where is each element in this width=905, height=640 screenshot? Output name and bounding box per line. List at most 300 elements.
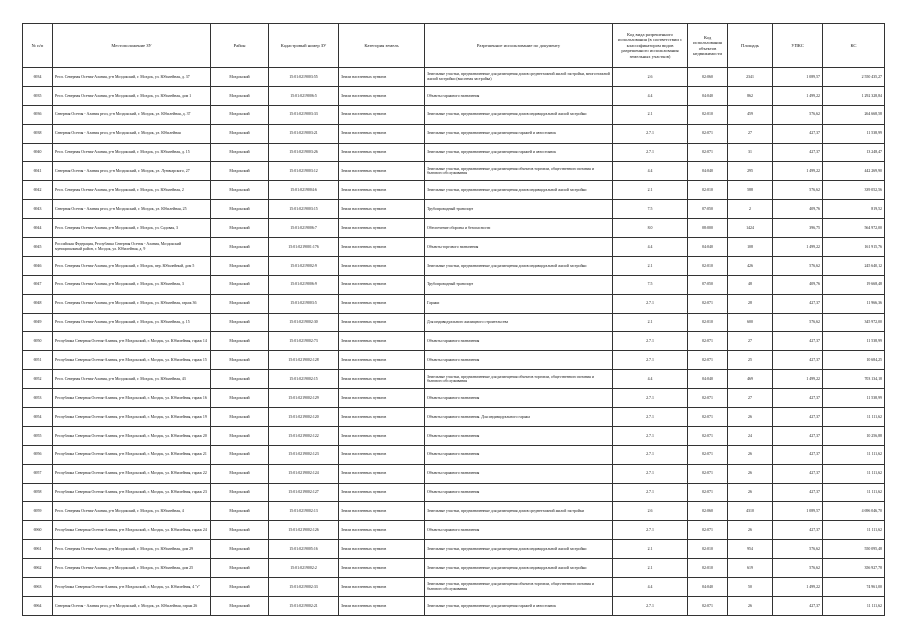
cell-ks: 2 550 435,27 [823, 68, 885, 87]
cell-object-code: 02:071 [688, 408, 728, 427]
cell-district: Моздокский [211, 540, 269, 559]
cell-number: 6951 [23, 351, 53, 370]
cell-cadastral-number: 15:01:0219006:5 [269, 86, 339, 105]
cell-cadastral-number: 15:01:0219006:7 [269, 219, 339, 238]
cell-upks: 427,37 [773, 294, 823, 313]
cell-use-code: 2.7.1 [613, 464, 688, 483]
cell-land-category: Земли населенных пунктов [339, 143, 425, 162]
cell-ks: 11 111,62 [823, 408, 885, 427]
cell-number: 6953 [23, 389, 53, 408]
cell-land-category: Земли населенных пунктов [339, 351, 425, 370]
cell-area: 1424 [728, 219, 773, 238]
cell-district: Моздокский [211, 256, 269, 275]
cell-land-category: Земли населенных пунктов [339, 464, 425, 483]
cell-object-code: 02:060 [688, 502, 728, 521]
cell-district: Моздокский [211, 445, 269, 464]
cell-district: Моздокский [211, 408, 269, 427]
cell-area: 2 [728, 200, 773, 219]
cell-number: 6948 [23, 294, 53, 313]
cell-area: 600 [728, 313, 773, 332]
cell-upks: 1 089,57 [773, 502, 823, 521]
cell-object-code: 02:010 [688, 313, 728, 332]
cell-upks: 576,62 [773, 540, 823, 559]
cell-use-code: 4.4 [613, 86, 688, 105]
cell-permitted-use: Земельные участки, предназначенные для размещения гаражей и автостоянок [425, 124, 613, 143]
cell-cadastral-number: 15:01:0219004:6 [269, 181, 339, 200]
header-row [23, 24, 885, 68]
header-use-code: Код вида разрешенного использования (в соответствии с классификатором видов разрешенного использования земельных участков) [613, 24, 688, 68]
cell-upks: 576,62 [773, 559, 823, 578]
cell-permitted-use: Объекты гаражного назначения [425, 351, 613, 370]
cell-district: Моздокский [211, 389, 269, 408]
cell-location: Респ. Северная Осетия-Алания, р-н Моздокский, г. Моздок, ул. Юбилейная, 43 [53, 370, 211, 389]
cell-use-code: 2.7.1 [613, 124, 688, 143]
cell-upks: 409,76 [773, 200, 823, 219]
cell-cadastral-number: 15:01:0219002:127 [269, 483, 339, 502]
cell-number: 6936 [23, 105, 53, 124]
table-row [23, 105, 885, 124]
cell-ks: 11 538,99 [823, 332, 885, 351]
cell-area: 862 [728, 86, 773, 105]
cell-location: Республика Северная Осетия-Алания, р-н Моздокский, г. Моздок, ул. Юбилейная, гараж 16 [53, 389, 211, 408]
cell-upks: 427,37 [773, 143, 823, 162]
cell-number: 6938 [23, 124, 53, 143]
cell-ks: 19 668,48 [823, 275, 885, 294]
cell-upks: 1 089,57 [773, 68, 823, 87]
cell-land-category: Земли населенных пунктов [339, 313, 425, 332]
cell-area: 426 [728, 256, 773, 275]
cell-object-code: 02:010 [688, 181, 728, 200]
cell-district: Моздокский [211, 332, 269, 351]
cell-number: 6961 [23, 540, 53, 559]
cell-number: 6958 [23, 483, 53, 502]
cell-ks: 11 111,62 [823, 483, 885, 502]
cell-ks: 11 111,62 [823, 596, 885, 615]
cell-permitted-use: Земельные участки, предназначенные для размещения гаражей и автостоянок [425, 143, 613, 162]
cell-ks: 11 966,36 [823, 294, 885, 313]
header-land-category: Категория земель [339, 24, 425, 68]
cell-area: 26 [728, 445, 773, 464]
cell-district: Моздокский [211, 294, 269, 313]
cell-upks: 1 499,22 [773, 238, 823, 257]
cell-upks: 427,37 [773, 389, 823, 408]
cell-area: 4310 [728, 502, 773, 521]
cell-cadastral-number: 15:01:0219003:55 [269, 68, 339, 87]
cell-land-category: Земли населенных пунктов [339, 219, 425, 238]
cell-district: Моздокский [211, 143, 269, 162]
cell-number: 6947 [23, 275, 53, 294]
cell-district: Моздокский [211, 162, 269, 181]
cell-use-code: 2.7.1 [613, 521, 688, 540]
cell-object-code: 02:071 [688, 483, 728, 502]
cell-district: Моздокский [211, 521, 269, 540]
table-row [23, 275, 885, 294]
cell-upks: 1 499,22 [773, 86, 823, 105]
cell-upks: 396,75 [773, 219, 823, 238]
cell-area: 27 [728, 124, 773, 143]
cell-cadastral-number: 15:01:0219002:9 [269, 256, 339, 275]
cell-ks: 442 269,90 [823, 162, 885, 181]
cell-district: Моздокский [211, 483, 269, 502]
cell-permitted-use: Объекты гаражного назначения [425, 426, 613, 445]
cell-area: 50 [728, 578, 773, 597]
cell-object-code: 07:050 [688, 200, 728, 219]
table-row [23, 578, 885, 597]
cell-use-code: 4.4 [613, 162, 688, 181]
cell-location: Респ. Северная Осетия-Алания, р-н Моздокский, г. Моздок, ул. Юбилейная, дом 29 [53, 540, 211, 559]
cell-location: Респ. Северная Осетия-Алания, р-н Моздокский, г. Моздок, ул. Юбилейная, дом 1 [53, 86, 211, 105]
cell-location: Северная Осетия - Алания респ, р-н Моздокский, г. Моздок, ул. Юбилейная, д. 37 [53, 105, 211, 124]
cell-permitted-use: Объекты гаражного назначения [425, 521, 613, 540]
table-row [23, 596, 885, 615]
cell-cadastral-number: 15:01:0219003:21 [269, 124, 339, 143]
cell-use-code: 2.7.1 [613, 389, 688, 408]
table-row [23, 483, 885, 502]
table-row [23, 502, 885, 521]
cell-location: Российская Федерация, Республика Северная Осетия - Алания, Моздокский муниципальный район, г. Моздок, ул. Юбилейная, д. 9 [53, 238, 211, 257]
cell-number: 6946 [23, 256, 53, 275]
cell-location: Республика Северная Осетия-Алания, р-н Моздокский, г. Моздок, ул. Юбилейная, гараж 24 [53, 521, 211, 540]
cell-number: 6940 [23, 143, 53, 162]
cell-area: 27 [728, 332, 773, 351]
cell-object-code: 02:071 [688, 596, 728, 615]
table-row [23, 464, 885, 483]
cell-district: Моздокский [211, 105, 269, 124]
cell-district: Моздокский [211, 596, 269, 615]
cell-area: 619 [728, 559, 773, 578]
cell-object-code: 02:071 [688, 445, 728, 464]
cell-object-code: 02:010 [688, 256, 728, 275]
cell-upks: 409,76 [773, 275, 823, 294]
cell-upks: 1 499,22 [773, 578, 823, 597]
cell-upks: 1 499,22 [773, 162, 823, 181]
cell-land-category: Земли населенных пунктов [339, 332, 425, 351]
cell-ks: 1 292 328,84 [823, 86, 885, 105]
cell-object-code: 02:071 [688, 464, 728, 483]
cell-cadastral-number: 15:01:0219003:33 [269, 105, 339, 124]
table-row [23, 68, 885, 87]
cell-ks: 550 095,48 [823, 540, 885, 559]
cell-upks: 427,37 [773, 124, 823, 143]
cell-number: 6960 [23, 521, 53, 540]
cell-cadastral-number: 15:01:0219002:120 [269, 408, 339, 427]
table-row [23, 181, 885, 200]
cell-object-code: 02:071 [688, 143, 728, 162]
cell-object-code: 04:040 [688, 238, 728, 257]
cell-permitted-use: Объекты гаражного назначения [425, 464, 613, 483]
table-row [23, 426, 885, 445]
cell-district: Моздокский [211, 426, 269, 445]
header-number: № п/п [23, 24, 53, 68]
cell-permitted-use: Объекты торгового назначения [425, 238, 613, 257]
cell-land-category: Земли населенных пунктов [339, 578, 425, 597]
cell-object-code: 02:071 [688, 521, 728, 540]
cell-ks: 10 256,88 [823, 426, 885, 445]
table-row [23, 521, 885, 540]
cell-area: 26 [728, 483, 773, 502]
cell-upks: 1 499,22 [773, 370, 823, 389]
cell-area: 954 [728, 540, 773, 559]
cell-location: Респ. Северная Осетия-Алания, р-н Моздокский, г. Моздок, ул. Юбилейная, д. 37 [53, 68, 211, 87]
cell-number: 6942 [23, 181, 53, 200]
cell-permitted-use: Земельные участки, предназначенные для размещения объектов торговли, общественного питания и бытового обслуживания [425, 370, 613, 389]
table-row [23, 86, 885, 105]
cell-district: Моздокский [211, 181, 269, 200]
table-row [23, 219, 885, 238]
cell-permitted-use: Земельные участки, предназначенные для размещения домов индивидуальной жилой застройки [425, 105, 613, 124]
cell-cadastral-number: 15:01:0219002:30 [269, 313, 339, 332]
cadastral-value-table [22, 23, 885, 616]
cell-permitted-use: Земельные участки, предназначенные для размещения домов среднеэтажной жилой застройки, многоэтажной жилой застройки (высотная застройка) [425, 68, 613, 87]
cell-location: Респ. Северная Осетия-Алания, р-н Моздокский, г. Моздок, пер. Юбилейный, дом 5 [53, 256, 211, 275]
cell-area: 24 [728, 426, 773, 445]
cell-location: Респ. Северная Осетия-Алания, р-н Моздокский, г. Моздок, ул. Юбилейная, гараж 36 [53, 294, 211, 313]
table-row [23, 200, 885, 219]
cell-district: Моздокский [211, 578, 269, 597]
cell-permitted-use: Объекты гаражного назначения [425, 389, 613, 408]
table-row [23, 408, 885, 427]
cell-location: Республика Северная Осетия-Алания, р-н Моздокский, г. Моздок, ул. Юбилейная, гараж 20 [53, 426, 211, 445]
cell-area: 108 [728, 238, 773, 257]
cell-object-code: 02:071 [688, 332, 728, 351]
cell-upks: 427,37 [773, 408, 823, 427]
table-row [23, 124, 885, 143]
header-cadastral-number: Кадастровый номер ЗУ [269, 24, 339, 68]
cell-cadastral-number: 15:01:0219002:21 [269, 596, 339, 615]
cell-cadastral-number: 15:01:0219005:16 [269, 540, 339, 559]
cell-land-category: Земли населенных пунктов [339, 389, 425, 408]
cell-district: Моздокский [211, 370, 269, 389]
cell-land-category: Земли населенных пунктов [339, 559, 425, 578]
cell-land-category: Земли населенных пунктов [339, 483, 425, 502]
cell-district: Моздокский [211, 68, 269, 87]
cell-district: Моздокский [211, 559, 269, 578]
cell-area: 459 [728, 105, 773, 124]
cell-land-category: Земли населенных пунктов [339, 200, 425, 219]
cell-land-category: Земли населенных пунктов [339, 86, 425, 105]
header-district: Район [211, 24, 269, 68]
cell-upks: 427,37 [773, 483, 823, 502]
cell-object-code: 04:040 [688, 162, 728, 181]
cell-use-code: 7.5 [613, 275, 688, 294]
header-location: Местоположение ЗУ [53, 24, 211, 68]
cell-permitted-use: Объекты гаражного назначения [425, 86, 613, 105]
cell-use-code: 2.7.1 [613, 426, 688, 445]
cell-use-code: 4.4 [613, 370, 688, 389]
cell-number: 6935 [23, 86, 53, 105]
cell-location: Республика Северная Осетия-Алания, р-н Моздокский, г. Моздок, ул. Юбилейная, гараж 19 [53, 408, 211, 427]
cell-district: Моздокский [211, 275, 269, 294]
header-upks: УПКС [773, 24, 823, 68]
cell-permitted-use: Трубопроводный транспорт [425, 200, 613, 219]
header-permitted-use: Разрешенное использование по документу [425, 24, 613, 68]
cell-permitted-use: Объекты гаражного назначения. Для индивидуального гаража [425, 408, 613, 427]
cell-upks: 427,37 [773, 521, 823, 540]
cell-permitted-use: Трубопроводный транспорт [425, 275, 613, 294]
cell-land-category: Земли населенных пунктов [339, 181, 425, 200]
cell-land-category: Земли населенных пунктов [339, 256, 425, 275]
cell-land-category: Земли населенных пунктов [339, 540, 425, 559]
cell-object-code: 02:010 [688, 540, 728, 559]
cell-object-code: 04:040 [688, 370, 728, 389]
table-row [23, 389, 885, 408]
cell-permitted-use: Земельные участки, предназначенные для размещения домов индивидуальной жилой застройки [425, 181, 613, 200]
cell-number: 6934 [23, 68, 53, 87]
cell-ks: 10 684,25 [823, 351, 885, 370]
cell-number: 6954 [23, 408, 53, 427]
cell-location: Респ. Северная Осетия-Алания, р-н Моздокский, г. Моздок, ул. Юбилейная, д. 15 [53, 313, 211, 332]
cell-upks: 427,37 [773, 351, 823, 370]
cell-cadastral-number: 15:01:0219002:73 [269, 332, 339, 351]
header-object-code: Код использования объектов недвижимости [688, 24, 728, 68]
cell-number: 6945 [23, 238, 53, 257]
cell-number: 6949 [23, 313, 53, 332]
cell-ks: 11 111,62 [823, 464, 885, 483]
cell-land-category: Земли населенных пунктов [339, 502, 425, 521]
cell-permitted-use: Земельные участки, предназначенные для размещения объектов торговли, общественного питания и бытового обслуживания [425, 578, 613, 597]
cell-district: Моздокский [211, 219, 269, 238]
cell-upks: 576,62 [773, 181, 823, 200]
cell-area: 26 [728, 464, 773, 483]
cell-land-category: Земли населенных пунктов [339, 275, 425, 294]
cell-permitted-use: Земельные участки, предназначенные для размещения домов среднеэтажной жилой застройки [425, 502, 613, 521]
cell-land-category: Земли населенных пунктов [339, 370, 425, 389]
cell-location: Северная Осетия - Алания респ, р-н Моздокский, г. Моздок, ул. Юбилейная [53, 124, 211, 143]
cell-use-code: 2.6 [613, 502, 688, 521]
header-ks: КС [823, 24, 885, 68]
cell-ks: 339 052,56 [823, 181, 885, 200]
cell-use-code: 2.7.1 [613, 351, 688, 370]
cell-location: Республика Северная Осетия-Алания, р-н Моздокский, г. Моздок, ул. Юбилейная, гараж 23 [53, 483, 211, 502]
cell-use-code: 2.7.1 [613, 143, 688, 162]
cell-cadastral-number: 15:01:0219003:12 [269, 162, 339, 181]
cell-location: Респ. Северная Осетия-Алания, р-н Моздокский, г. Моздок, ул. Юбилейная, 4 [53, 502, 211, 521]
cell-cadastral-number: 15:01:0219002:15 [269, 370, 339, 389]
cell-district: Моздокский [211, 351, 269, 370]
cell-ks: 264 668,58 [823, 105, 885, 124]
cell-use-code: 2.6 [613, 68, 688, 87]
cell-upks: 427,37 [773, 596, 823, 615]
cell-cadastral-number: 15:01:0219002:33 [269, 578, 339, 597]
cell-area: 28 [728, 294, 773, 313]
table-body [23, 68, 885, 616]
cell-land-category: Земли населенных пунктов [339, 294, 425, 313]
cell-district: Моздокский [211, 502, 269, 521]
cell-district: Моздокский [211, 313, 269, 332]
cell-use-code: 2.1 [613, 559, 688, 578]
cell-use-code: 2.1 [613, 256, 688, 275]
table-row [23, 540, 885, 559]
cell-ks: 11 111,62 [823, 521, 885, 540]
cell-area: 27 [728, 389, 773, 408]
table-row [23, 332, 885, 351]
cell-ks: 819,52 [823, 200, 885, 219]
cell-use-code: 2.1 [613, 105, 688, 124]
cell-upks: 427,37 [773, 426, 823, 445]
cell-location: Респ. Северная Осетия-Алания, р-н Моздокский, г. Моздок, ул. Юбилейная, д. 15 [53, 143, 211, 162]
cell-use-code: 2.7.1 [613, 408, 688, 427]
table-row [23, 143, 885, 162]
cell-number: 6952 [23, 370, 53, 389]
cell-use-code: 2.7.1 [613, 294, 688, 313]
cell-location: Респ. Северная Осетия-Алания, р-н Моздокский, г. Моздок, ул. Юбилейная, 2 [53, 181, 211, 200]
cell-permitted-use: Земельные участки, предназначенные для размещения домов индивидуальной жилой застройки [425, 559, 613, 578]
cell-ks: 345 972,00 [823, 313, 885, 332]
cell-land-category: Земли населенных пунктов [339, 68, 425, 87]
table-row [23, 351, 885, 370]
table-row [23, 370, 885, 389]
cell-location: Республика Северная Осетия-Алания, р-н Моздокский, г. Моздок, ул. Юбилейная, гараж 14 [53, 332, 211, 351]
cell-area: 26 [728, 408, 773, 427]
cell-number: 6963 [23, 578, 53, 597]
cell-permitted-use: Объекты гаражного назначения [425, 445, 613, 464]
cell-area: 588 [728, 181, 773, 200]
cell-permitted-use: Земельные участки, предназначенные для размещения домов индивидуальной жилой застройки [425, 540, 613, 559]
cell-cadastral-number: 15:01:0219002:123 [269, 445, 339, 464]
cell-object-code: 04:040 [688, 578, 728, 597]
cell-use-code: 7.5 [613, 200, 688, 219]
cell-permitted-use: Обеспечение обороны и безопасности [425, 219, 613, 238]
cell-area: 469 [728, 370, 773, 389]
cell-use-code: 2.7.1 [613, 332, 688, 351]
cell-land-category: Земли населенных пунктов [339, 445, 425, 464]
cell-area: 2341 [728, 68, 773, 87]
cell-cadastral-number: 15:01:0219002:122 [269, 426, 339, 445]
cell-district: Моздокский [211, 200, 269, 219]
cell-object-code: 04:040 [688, 86, 728, 105]
cell-land-category: Земли населенных пунктов [339, 596, 425, 615]
cell-upks: 427,37 [773, 464, 823, 483]
cell-number: 6962 [23, 559, 53, 578]
table-row [23, 559, 885, 578]
cell-land-category: Земли населенных пунктов [339, 124, 425, 143]
cell-location: Респ. Северная Осетия-Алания, р-н Моздокский, г. Моздок, ул. Юбилейная, дом 25 [53, 559, 211, 578]
cell-permitted-use: Для индивидуального жилищного строительства [425, 313, 613, 332]
cell-permitted-use: Земельные участки, предназначенные для размещения домов индивидуальной жилой застройки [425, 256, 613, 275]
cell-permitted-use: Земельные участки, предназначенные для размещения объектов торговли, общественного питания и бытового обслуживания [425, 162, 613, 181]
cell-object-code: 02:071 [688, 389, 728, 408]
cell-ks: 74 961,00 [823, 578, 885, 597]
cell-object-code: 02:071 [688, 294, 728, 313]
cell-number: 6944 [23, 219, 53, 238]
cell-location: Северная Осетия - Алания респ, р-н Моздокский, г. Моздок, ул. Луначарского, 27 [53, 162, 211, 181]
cell-location: Республика Северная Осетия-Алания, р-н Моздокский, г. Моздок, ул. Юбилейная, гараж 21 [53, 445, 211, 464]
cell-number: 6964 [23, 596, 53, 615]
cell-object-code: 02:060 [688, 68, 728, 87]
cell-location: Республика Северная Осетия-Алания, р-н Моздокский, г. Моздок, ул. Юбилейная, 4 "г" [53, 578, 211, 597]
cell-area: 48 [728, 275, 773, 294]
cell-area: 295 [728, 162, 773, 181]
cell-object-code: 08:000 [688, 219, 728, 238]
cell-object-code: 02:010 [688, 559, 728, 578]
cell-use-code: 4.4 [613, 238, 688, 257]
cell-upks: 427,37 [773, 332, 823, 351]
cell-number: 6950 [23, 332, 53, 351]
cell-land-category: Земли населенных пунктов [339, 162, 425, 181]
cell-object-code: 02:071 [688, 426, 728, 445]
cell-area: 26 [728, 596, 773, 615]
cell-location: Северная Осетия - Алания респ, р-н Моздокский, г. Моздок, ул. Юбилейная, 25 [53, 200, 211, 219]
cell-permitted-use: Объекты гаражного назначения [425, 332, 613, 351]
cell-location: Республика Северная Осетия-Алания, р-н Моздокский, г. Моздок, ул. Юбилейная, гараж 22 [53, 464, 211, 483]
cell-location: Респ. Северная Осетия-Алания, р-н Моздокский, г. Моздок, ул. Садовая, 3 [53, 219, 211, 238]
cell-upks: 576,62 [773, 313, 823, 332]
cell-cadastral-number: 15:01:0219002:124 [269, 464, 339, 483]
cell-permitted-use: Гаражи [425, 294, 613, 313]
cell-number: 6955 [23, 426, 53, 445]
cell-location: Республика Северная Осетия-Алания, р-н Моздокский, г. Моздок, ул. Юбилейная, гараж 15 [53, 351, 211, 370]
cell-district: Моздокский [211, 464, 269, 483]
